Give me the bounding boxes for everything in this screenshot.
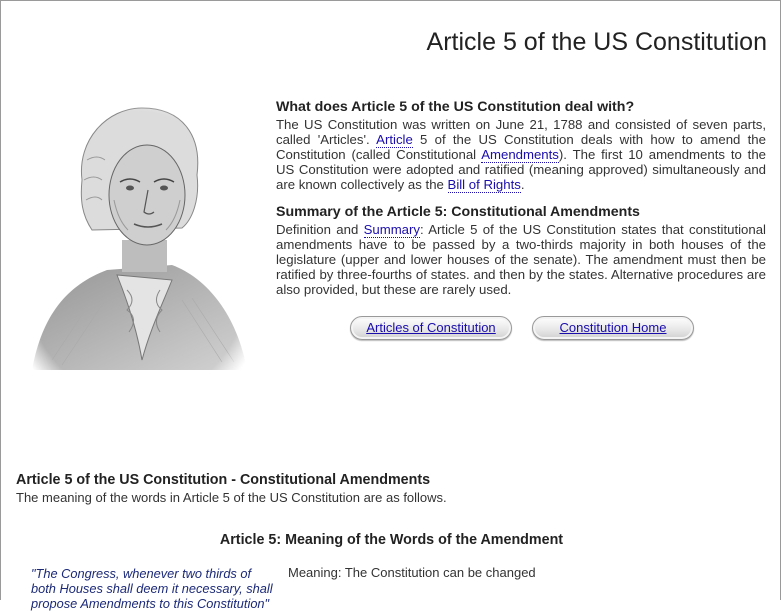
amendment-quote: "The Congress, whenever two thirds of both Houses shall deem it necessary, shall propose Amendments to this Constitution" (31, 566, 273, 611)
articles-of-constitution-button[interactable] (350, 316, 512, 340)
constitution-home-label: Constitution Home (559, 320, 667, 335)
summary-heading: Summary of the Article 5: Constitutional Amendments (276, 204, 640, 220)
amendments-link[interactable]: Amendments (481, 147, 559, 162)
summary-link[interactable]: Summary (363, 222, 420, 237)
page-title: Article 5 of the US Constitution (426, 28, 767, 56)
section-subtitle: The meaning of the words in Article 5 of the US Constitution are as follows. (16, 490, 447, 505)
amendment-meaning: Meaning: The Constitution can be changed (288, 565, 536, 580)
section-title: Article 5 of the US Constitution - Constitutional Amendments (16, 472, 431, 488)
intro-text-4: . (520, 177, 525, 192)
summary-paragraph (276, 222, 766, 297)
meaning-table-title: Article 5: Meaning of the Words of the Amendment (219, 532, 564, 548)
article-link[interactable]: Article (376, 132, 413, 147)
articles-of-constitution-label: Articles of Constitution (366, 320, 496, 335)
intro-heading: What does Article 5 of the US Constitution deal with? (276, 99, 635, 115)
navigation-buttons (350, 316, 700, 340)
george-washington-portrait (22, 100, 252, 385)
intro-text-2: 5 of the US Constitution deals with how to amend the Constitution (called Constitutional (276, 132, 766, 162)
summary-text-1: Definition and (276, 222, 364, 237)
intro-paragraph (276, 117, 766, 192)
summary-text-2: : Article 5 of the US Constitution states that constitutional amendments have to be passed by a two-thirds majority in both houses of the legislature (upper and lower houses of the senate). The amendment must then be ratified by three-fourths of states. and then by the states. Alternative procedures are also provided, but these are rarely used. (276, 222, 766, 297)
constitution-home-button[interactable] (532, 316, 694, 340)
article-description (276, 100, 766, 297)
intro-text-3: ). The first 10 amendments to the US Constitution were adopted and ratified (meaning approved) simultaneously and are known collectively as the (276, 147, 766, 192)
intro-text-1: The US Constitution was written on June 21, 1788 and consisted of seven parts, called 'Articles'. (276, 117, 766, 147)
bill-of-rights-link[interactable]: Bill of Rights (447, 177, 521, 192)
